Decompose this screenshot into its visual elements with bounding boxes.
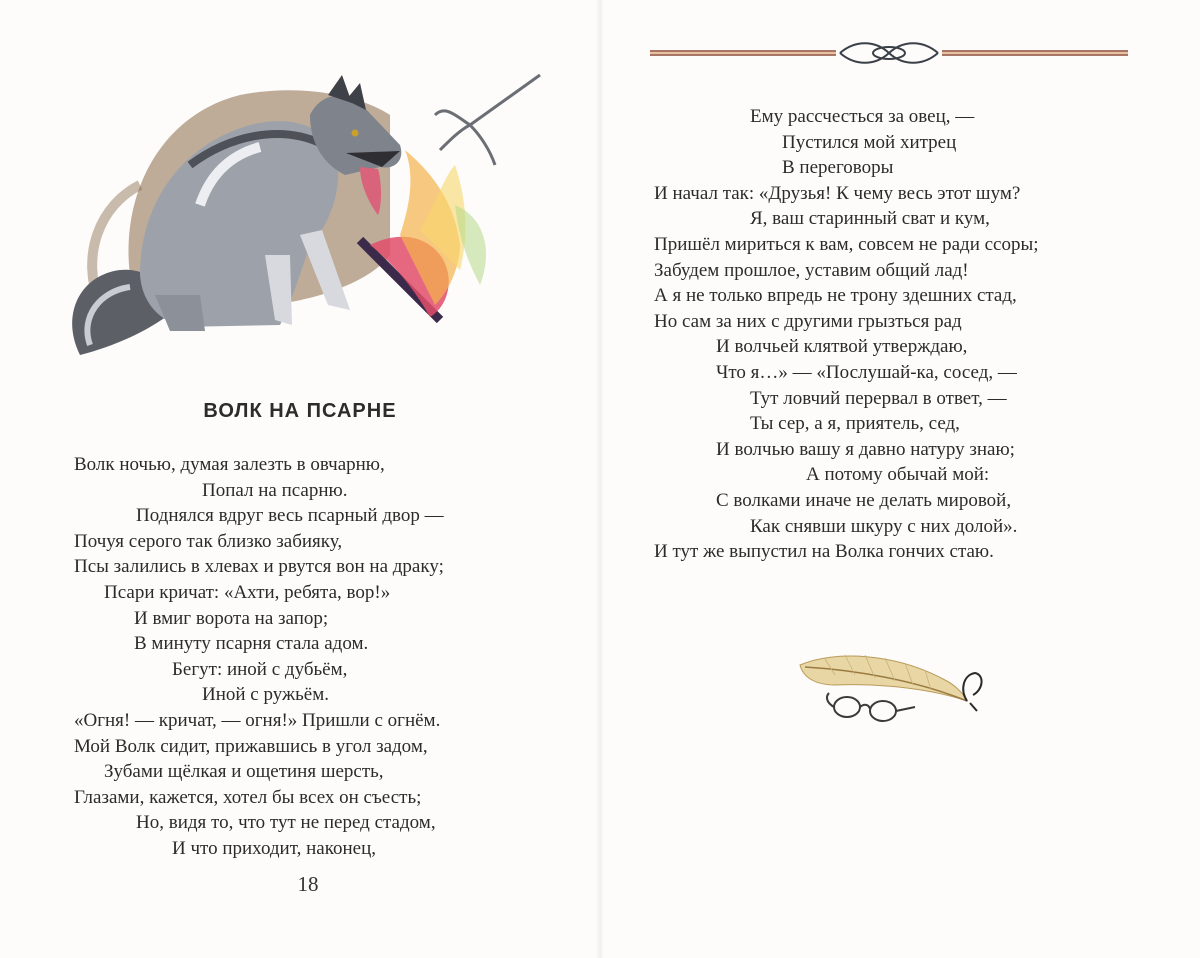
verse-line: Как снявши шкуру с них долой». bbox=[750, 515, 1018, 537]
right-verse bbox=[654, 104, 1039, 565]
verse-line: И волчью вашу я давно натуру знаю; bbox=[716, 438, 1015, 460]
verse-line: С волками иначе не делать мировой, bbox=[716, 489, 1012, 511]
verse-line: Псари кричат: «Ахти, ребята, вор!» bbox=[104, 581, 391, 603]
verse-line: Пришёл мириться к вам, совсем не ради ссоры; bbox=[654, 233, 1039, 255]
verse-line: И волчьей клятвой утверждаю, bbox=[716, 336, 968, 358]
verse-line: И вмиг ворота на запор; bbox=[134, 607, 329, 629]
page-number: 18 bbox=[297, 872, 319, 896]
verse-line: Я, ваш старинный сват и кум, bbox=[750, 208, 990, 230]
verse-line: Попал на псарню. bbox=[202, 479, 348, 501]
verse-line: Иной с ружьём. bbox=[202, 684, 329, 706]
verse-line: Ему рассчесться за овец, — bbox=[750, 106, 975, 127]
feather-quill-and-glasses-icon bbox=[795, 645, 985, 725]
verse-line: Забудем прошлое, уставим общий лад! bbox=[654, 259, 969, 281]
right-page bbox=[600, 0, 1200, 958]
verse-line: Что я…» — «Послушай-ка, сосед, — bbox=[716, 361, 1017, 383]
verse-line: В переговоры bbox=[782, 157, 894, 179]
verse-line: И что приходит, наконец, bbox=[172, 837, 376, 859]
verse-line: А потому обычай мой: bbox=[806, 464, 990, 486]
verse-line: И начал так: «Друзья! К чему весь этот шум? bbox=[654, 182, 1021, 204]
verse-line: Пустился мой хитрец bbox=[782, 131, 957, 153]
verse-line: Но, видя то, что тут не перед стадом, bbox=[136, 812, 436, 834]
verse-line: Псы залились в хлевах и рвутся вон на драку; bbox=[74, 556, 444, 578]
verse-line: Бегут: иной с дубьём, bbox=[172, 658, 348, 680]
verse-line: И тут же выпустил на Волка гончих стаю. bbox=[654, 541, 994, 563]
verse-line: Глазами, кажется, хотел бы всех он съесть; bbox=[74, 786, 422, 808]
verse-line: Тут ловчий перервал в ответ, — bbox=[750, 387, 1007, 409]
verse-line: А я не только впредь не трону здешних стад, bbox=[654, 285, 1017, 307]
poem-title: ВОЛК НА ПСАРНЕ bbox=[203, 400, 397, 422]
verse-line: Поднялся вдруг весь псарный двор — bbox=[136, 505, 444, 527]
verse-line: В минуту псарня стала адом. bbox=[134, 633, 369, 655]
verse-line: Ты сер, а я, приятель, сед, bbox=[750, 413, 960, 435]
verse-line: Мой Волк сидит, прижавшись в угол задом, bbox=[74, 735, 428, 757]
verse-line: Волк ночью, думая залезть в овчарню, bbox=[74, 454, 385, 475]
verse-line: «Огня! — кричат, — огня!» Пришли с огнём. bbox=[74, 709, 441, 731]
wolf-illustration bbox=[60, 55, 560, 355]
verse-line: Почуя серого так близко забияку, bbox=[74, 530, 343, 552]
left-verse bbox=[74, 452, 444, 862]
verse-line: Но сам за них с другими грызться рад bbox=[654, 310, 962, 332]
verse-line: Зубами щёлкая и ощетиня шерсть, bbox=[104, 761, 384, 783]
